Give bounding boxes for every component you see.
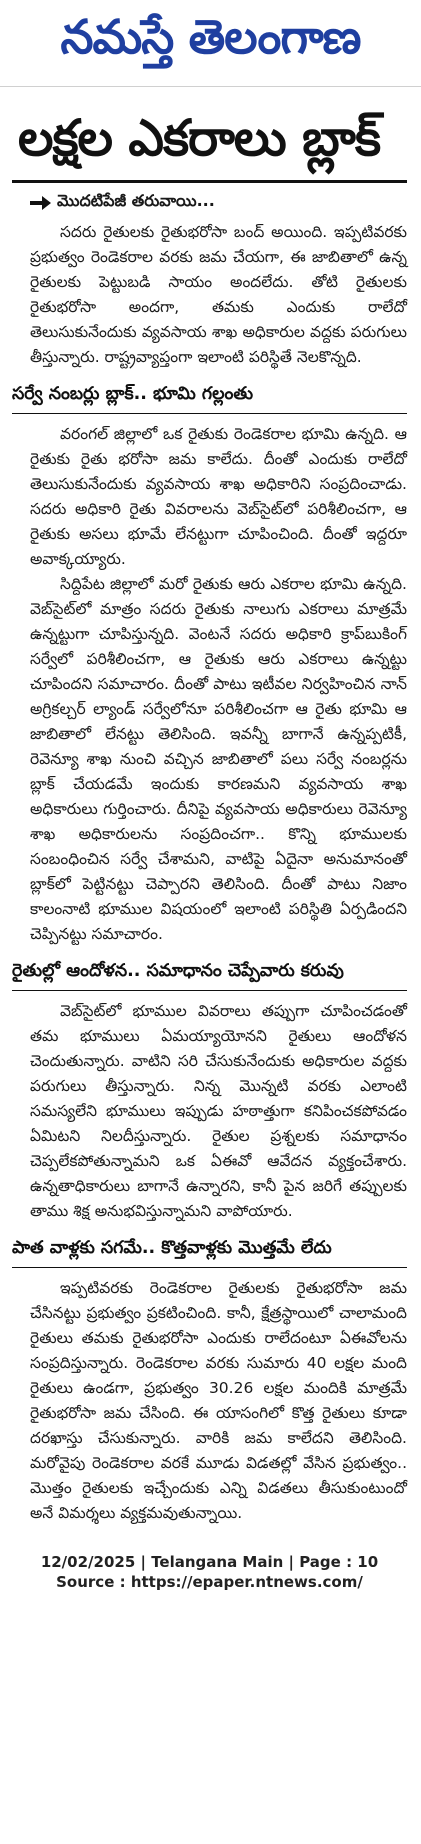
- intro-paragraph: సదరు రైతులకు రైతుభరోసా బంద్ అయింది. ఇప్పటివరకు ప్రభుత్వం రెండెకరాల వరకు జమ చేయగా, ఈ జాబితాలో ఉన్న రైతులకు పెట్టుబడి సాయం అందలేదు. తోటి రైతులకు రైతుభరోసా అందగా, తమకు ఎందుకు రాలేదో తెలుసుకునేందుకు వ్యవసాయ శాఖ అధికారుల వద్దకు పరుగులు తీస్తున్నారు. రాష్ట్రవ్యాప్తంగా ఇలాంటి పరిస్థితే నెలకొన్నది.: [30, 223, 407, 366]
- article: [0, 111, 421, 1592]
- arrow-right-icon: [42, 196, 51, 210]
- masthead-title: నమస్తే తెలంగాణ: [60, 10, 361, 65]
- article-headline: లక్షల ఎకరాలు బ్లాక్: [12, 111, 407, 183]
- publication-info: 12/02/2025 | Telangana Main | Page : 10: [40, 1553, 379, 1571]
- section-heading-old-and-new: పాత వాళ్లకు సగమే.. కొత్తవాళ్లకు మొత్తమే లేదు: [12, 1238, 407, 1268]
- continued-from-front-page: [30, 191, 407, 214]
- section-heading-survey-numbers: సర్వే నంబర్లు బ్లాక్.. భూమి గల్లంతు: [12, 384, 407, 414]
- source-footer: [12, 1552, 407, 1592]
- arrow-line-icon: [30, 201, 42, 205]
- source-url: Source : https://epaper.ntnews.com/: [56, 1573, 363, 1591]
- newspaper-masthead: [0, 0, 421, 87]
- section-paragraph: సిద్దిపేట జిల్లాలో మరో రైతుకు ఆరు ఎకరాల భూమి ఉన్నది. వెబ్‌సైట్‌లో మాత్రం సదరు రైతుకు నాలుగు ఎకరాలు మాత్రమే ఉన్నట్టుగా చూపిస్తున్నది. వెంటనే సదరు అధికారి క్రాప్‌బుకింగ్ సర్వేలో పరిశీలించగా, ఆ రైతుకు ఆరు ఎకరాలు ఉన్నట్టు చూపిందని సమాచారం. దీంతో పాటు ఇటీవల నిర్వహించిన నాన్ అగ్రికల్చర్ ల్యాండ్ సర్వేలోనూ పరిశీలించగా ఆ రైతు భూమి ఆ జాబితాలో లేనట్టు తెలిసింది. ఇవన్నీ బాగానే ఉన్నప్పటికీ, రెవెన్యూ శాఖ నుంచి వచ్చిన జాబితాలో పలు సర్వే నంబర్లను బ్లాక్ చేయడమే ఇందుకు కారణమని వ్యవసాయ శాఖ అధికారులు గుర్తించారు. దీనిపై వ్యవసాయ అధికారులు రెవెన్యూ శాఖ అధికారులను సంప్రదించగా.. కొన్ని భూములకు సంబంధించిన సర్వే చేశామని, వాటిపై ఏదైనా అనుమానంతో బ్లాక్‌లో పెట్టినట్టు చెప్పారని తెలిసింది. దీంతో పాటు నిజాం కాలంనాటి భూముల విషయంలో ఇలాంటి పరిస్థితి ఏర్పడిందని చెప్పినట్టు సమాచారం.: [30, 575, 407, 943]
- continued-label: మొదటిపేజీ తరువాయి...: [57, 191, 215, 210]
- section-paragraph: వరంగల్ జిల్లాలో ఒక రైతుకు రెండెకరాల భూమి ఉన్నది. ఆ రైతుకు రైతు భరోసా జమ కాలేదు. దీంతో ఎందుకు రాలేదో తెలుసుకునేందుకు వ్యవసాయ శాఖ అధికారిని సంప్రదించాడు. సదరు అధికారి రైతు వివరాలను వెబ్‌సైట్‌లో పరిశీలించగా, ఆ రైతుకు అసలు భూమే లేనట్టుగా చూపించింది. దీంతో ఇద్దరూ అవాక్కయ్యారు.: [30, 425, 407, 568]
- section-paragraph: వెబ్‌సైట్‌లో భూముల వివరాలు తప్పుగా చూపించడంతో తమ భూములు ఏమయ్యాయోనని రైతులు ఆందోళన చెందుతున్నారు. వాటిని సరి చేసుకునేందుకు అధికారుల వద్దకు పరుగులు తీస్తున్నారు. నిన్న మొన్నటి వరకు ఎలాంటి సమస్యలేని భూములు ఇప్పుడు హఠాత్తుగా కనిపించకపోవడం ఏమిటని నిలదీస్తున్నారు. రైతుల ప్రశ్నలకు సమాధానం చెప్పలేకపోతున్నామని ఒక ఏఈవో ఆవేదన వ్యక్తంచేశారు. ఉన్నతాధికారులు బాగానే ఉన్నారని, కానీ పైన జరిగే తప్పులకు తాము శిక్ష అనుభవిస్తున్నామని వాపోయారు.: [30, 1002, 407, 1220]
- section-heading-farmers-concern: రైతుల్లో ఆందోళన.. సమాధానం చెప్పేవారు కరువు: [12, 961, 407, 991]
- section-paragraph: ఇప్పటివరకు రెండెకరాల రైతులకు రైతుభరోసా జమ చేసినట్టు ప్రభుత్వం ప్రకటించింది. కానీ, క్షేత్రస్థాయిలో చాలామంది రైతులు తమకు రైతుభరోసా ఎందుకు రాలేదంటూ ఏఈవోలను సంప్రదిస్తున్నారు. రెండెకరాల వరకు సుమారు 40 లక్షల మంది రైతులు ఉండగా, ప్రభుత్వం 30.26 లక్షల మందికి మాత్రమే రైతుభరోసా జమ చేసింది. ఈ యాసంగిలో కొత్త రైతులు కూడా దరఖాస్తు చేసుకున్నారు. వారికి జమ కాలేదని తెలిసింది. మరోవైపు రెండెకరాల వరకే మూడు విడతల్లో వేసిన ప్రభుత్వం.. మొత్తం రైతులకు ఇచ్చేందుకు ఎన్ని విడతలు తీసుకుంటుందో అనే విమర్శలు వ్యక్తమవుతున్నాయి.: [30, 1279, 407, 1522]
